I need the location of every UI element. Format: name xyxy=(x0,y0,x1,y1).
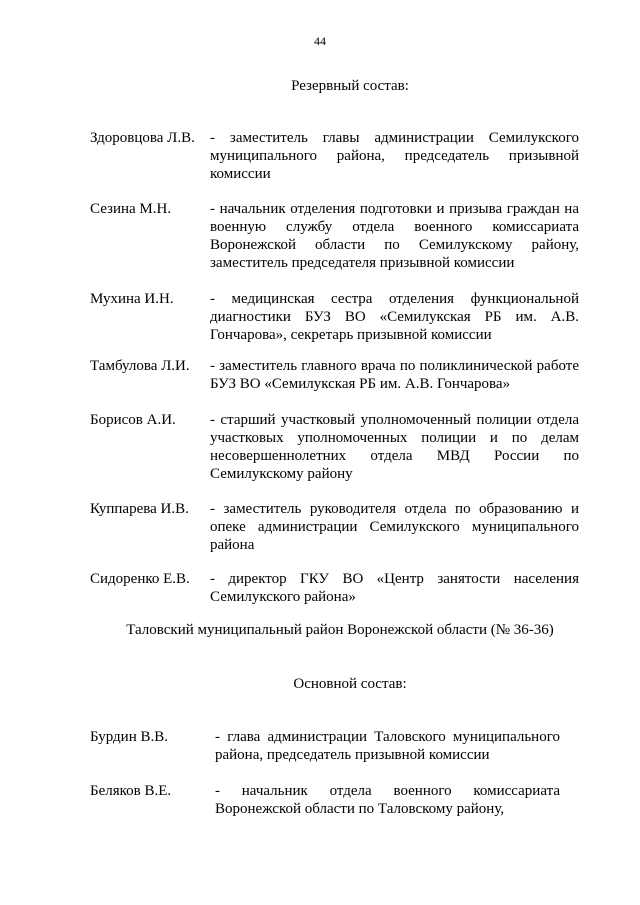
member-name: Сезина М.Н. xyxy=(90,201,172,217)
section-heading-main: Основной состав: xyxy=(293,676,407,692)
member-description: - старший участковый уполномоченный полиции отдела участковых уполномоченных полиции и по делам несовершеннолетних отдела МВД России по Семилукскому району xyxy=(210,412,579,482)
member-description: - директор ГКУ ВО «Центр занятости населения Семилукского района» xyxy=(210,571,579,605)
member-description: - глава администрации Таловского муниципального района, председатель призывной комиссии xyxy=(215,729,560,763)
member-description: - заместитель главы администрации Семилукского муниципального района, председатель призывной комиссии xyxy=(210,130,579,182)
member-name: Борисов А.И. xyxy=(90,412,176,428)
district-heading: Таловский муниципальный район Воронежской области (№ 36-36) xyxy=(126,622,554,638)
member-description: - начальник отдела военного комиссариата Воронежской области по Таловскому району, xyxy=(215,783,560,817)
member-name: Куппарева И.В. xyxy=(90,501,189,517)
member-description: - заместитель руководителя отдела по образованию и опеке администрации Семилукского муниципального района xyxy=(210,501,579,553)
member-name: Бурдин В.В. xyxy=(90,729,168,745)
member-name: Здоровцова Л.В. xyxy=(90,130,195,146)
member-name: Беляков В.Е. xyxy=(90,783,172,799)
member-description: - заместитель главного врача по поликлинической работе БУЗ ВО «Семилукская РБ им. А.В. Гончарова» xyxy=(210,358,579,392)
member-name: Мухина И.Н. xyxy=(90,291,174,307)
member-name: Сидоренко Е.В. xyxy=(90,571,190,587)
section-heading-reserve: Резервный состав: xyxy=(291,78,409,94)
member-description: - начальник отделения подготовки и призыва граждан на военную службу отдела военного комиссариата Воронежской области по Семилукскому району, заместитель председателя призывной комиссии xyxy=(210,201,579,271)
page-number: 44 xyxy=(314,34,326,48)
member-description: - медицинская сестра отделения функциональной диагностики БУЗ ВО «Семилукская РБ им. А.В. Гончарова», секретарь призывной комиссии xyxy=(210,291,579,343)
member-name: Тамбулова Л.И. xyxy=(90,358,190,374)
